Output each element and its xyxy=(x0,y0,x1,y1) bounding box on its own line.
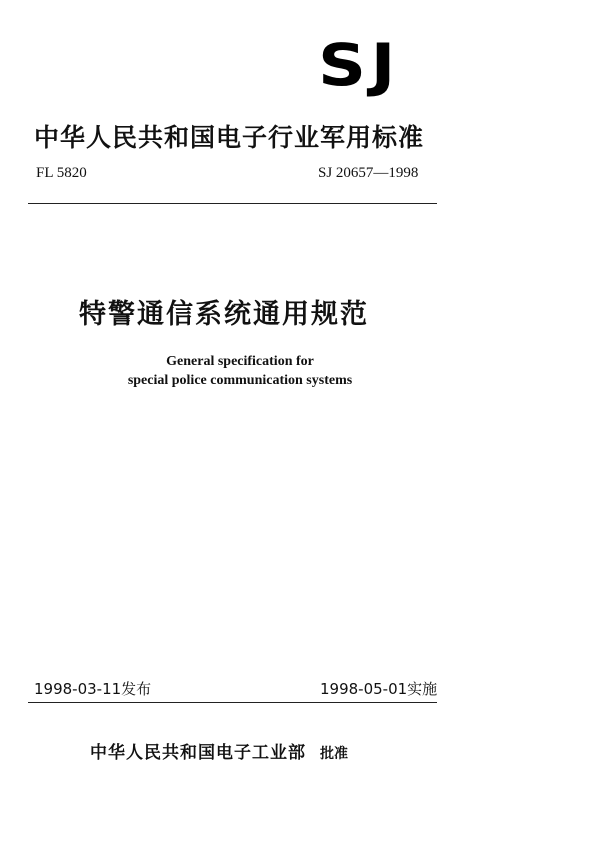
approval-line xyxy=(90,738,348,763)
document-title-en xyxy=(110,352,370,390)
footer-divider xyxy=(28,702,437,703)
industry-standard-title: 中华人民共和国电子行业军用标准 xyxy=(34,123,425,152)
standard-number: SJ 20657—1998 xyxy=(318,165,419,181)
document-title-cn: 特警通信系统通用规范 xyxy=(79,299,369,330)
header-divider xyxy=(28,203,437,204)
issue-date: 1998-03-11发布 xyxy=(34,680,152,698)
approval-label: 批准 xyxy=(320,746,348,762)
classification-code: FL 5820 xyxy=(36,165,87,181)
sj-logo: SJ xyxy=(318,31,401,99)
document-title-en-line1: General specification for xyxy=(166,354,314,369)
document-title-en-line2: special police communication systems xyxy=(127,373,353,388)
implementation-date: 1998-05-01实施 xyxy=(320,680,438,698)
ministry-name: 中华人民共和国电子工业部 xyxy=(90,743,306,763)
